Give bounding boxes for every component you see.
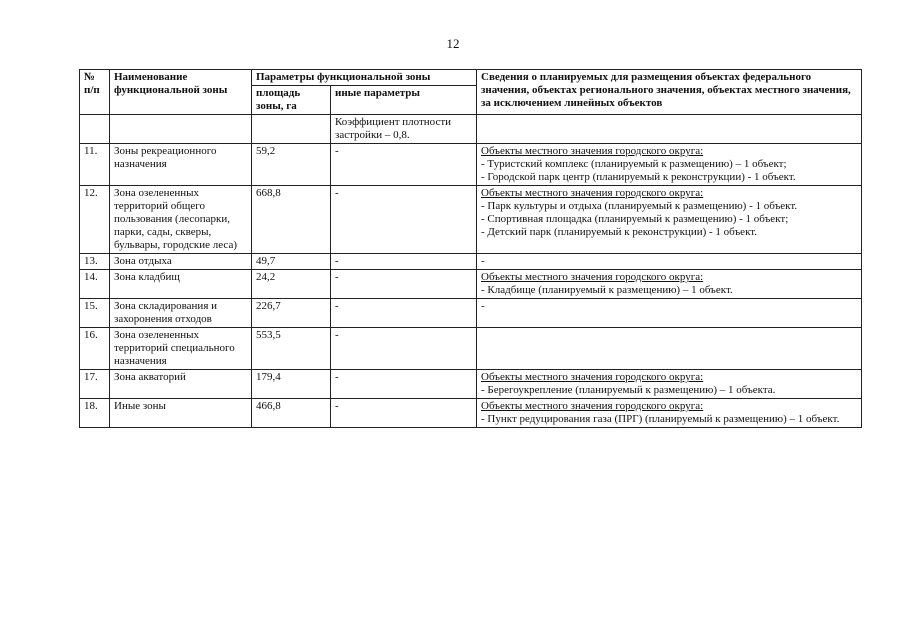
cell-name: Зона озелененных территорий специального назначения (110, 328, 252, 370)
table-row (80, 270, 862, 299)
cell-info (477, 115, 862, 144)
info-title: Объекты местного значения городского округа: (481, 271, 704, 283)
header-name: Наименование функциональной зоны (110, 70, 252, 115)
info-item: - Берегоукрепление (планируемый к размещению) – 1 объекта. (481, 384, 776, 396)
cell-name: Зона складирования и захоронения отходов (110, 299, 252, 328)
cell-num: 18. (80, 399, 110, 428)
cell-area: 553,5 (252, 328, 331, 370)
cell-info (477, 299, 862, 328)
info-item: - Кладбище (планируемый к размещению) – 1 объект. (481, 284, 733, 296)
cell-info (477, 370, 862, 399)
cell-other-params: - (331, 270, 477, 299)
cell-area: 668,8 (252, 186, 331, 254)
header-params-group: Параметры функциональной зоны (252, 70, 477, 86)
cell-name: Иные зоны (110, 399, 252, 428)
cell-info (477, 399, 862, 428)
cell-other-params: - (331, 144, 477, 186)
info-title: Объекты местного значения городского округа: (481, 371, 704, 383)
cell-area: 226,7 (252, 299, 331, 328)
cell-num (80, 115, 110, 144)
cell-other-params: Коэффициент плотности застройки – 0,8. (331, 115, 477, 144)
info-item: - Туристский комплекс (планируемый к размещению) – 1 объект; (481, 158, 787, 170)
info-item: - Городской парк центр (планируемый к реконструкции) - 1 объект. (481, 171, 796, 183)
table-row (80, 328, 862, 370)
info-item: - Спортивная площадка (планируемый к размещению) - 1 объект; (481, 213, 789, 225)
table-row (80, 299, 862, 328)
cell-name: Зоны рекреационного назначения (110, 144, 252, 186)
info-title: Объекты местного значения городского округа: (481, 400, 704, 412)
page-number: 12 (446, 36, 460, 51)
cell-num: 16. (80, 328, 110, 370)
cell-other-params: - (331, 370, 477, 399)
header-info: Сведения о планируемых для размещения объектах федерального значения, объектах регионального значения, объектах местного значения, за исключением линейных объектов (477, 70, 862, 115)
table-row (80, 186, 862, 254)
table-row (80, 370, 862, 399)
cell-other-params: - (331, 328, 477, 370)
cell-info (477, 144, 862, 186)
info-title: Объекты местного значения городского округа: (481, 145, 704, 157)
cell-num: 11. (80, 144, 110, 186)
cell-other-params: - (331, 186, 477, 254)
zones-table (79, 69, 862, 428)
table-header (80, 70, 862, 115)
cell-info (477, 254, 862, 270)
cell-other-params: - (331, 399, 477, 428)
info-item: - Детский парк (планируемый к реконструкции) - 1 объект. (481, 226, 757, 238)
cell-num: 14. (80, 270, 110, 299)
cell-area: 59,2 (252, 144, 331, 186)
cell-num: 15. (80, 299, 110, 328)
cell-num: 17. (80, 370, 110, 399)
cell-area: 49,7 (252, 254, 331, 270)
cell-name: Зона отдыха (110, 254, 252, 270)
cell-area (252, 115, 331, 144)
info-title: Объекты местного значения городского округа: (481, 187, 704, 199)
cell-other-params: - (331, 299, 477, 328)
header-num: № п/п (80, 70, 110, 115)
cell-area: 466,8 (252, 399, 331, 428)
table-row (80, 144, 862, 186)
info-item: - Парк культуры и отдыха (планируемый к размещению) - 1 объект. (481, 200, 798, 212)
cell-info (477, 328, 862, 370)
cell-num: 13. (80, 254, 110, 270)
cell-name: Зона акваторий (110, 370, 252, 399)
table-body (80, 115, 862, 428)
table-row-continuation (80, 115, 862, 144)
cell-name (110, 115, 252, 144)
table-row (80, 254, 862, 270)
info-item: - (481, 255, 485, 267)
header-other-params: иные параметры (331, 86, 477, 115)
info-item: - (481, 300, 485, 312)
cell-info (477, 186, 862, 254)
header-area: площадь зоны, га (252, 86, 331, 115)
cell-area: 179,4 (252, 370, 331, 399)
cell-other-params: - (331, 254, 477, 270)
cell-info (477, 270, 862, 299)
table-row (80, 399, 862, 428)
cell-num: 12. (80, 186, 110, 254)
cell-name: Зона кладбищ (110, 270, 252, 299)
cell-area: 24,2 (252, 270, 331, 299)
info-item: - Пункт редуцирования газа (ПРГ) (планируемый к размещению) – 1 объект. (481, 413, 840, 425)
cell-name: Зона озелененных территорий общего пользования (лесопарки, парки, сады, скверы, бульвары, городские леса) (110, 186, 252, 254)
